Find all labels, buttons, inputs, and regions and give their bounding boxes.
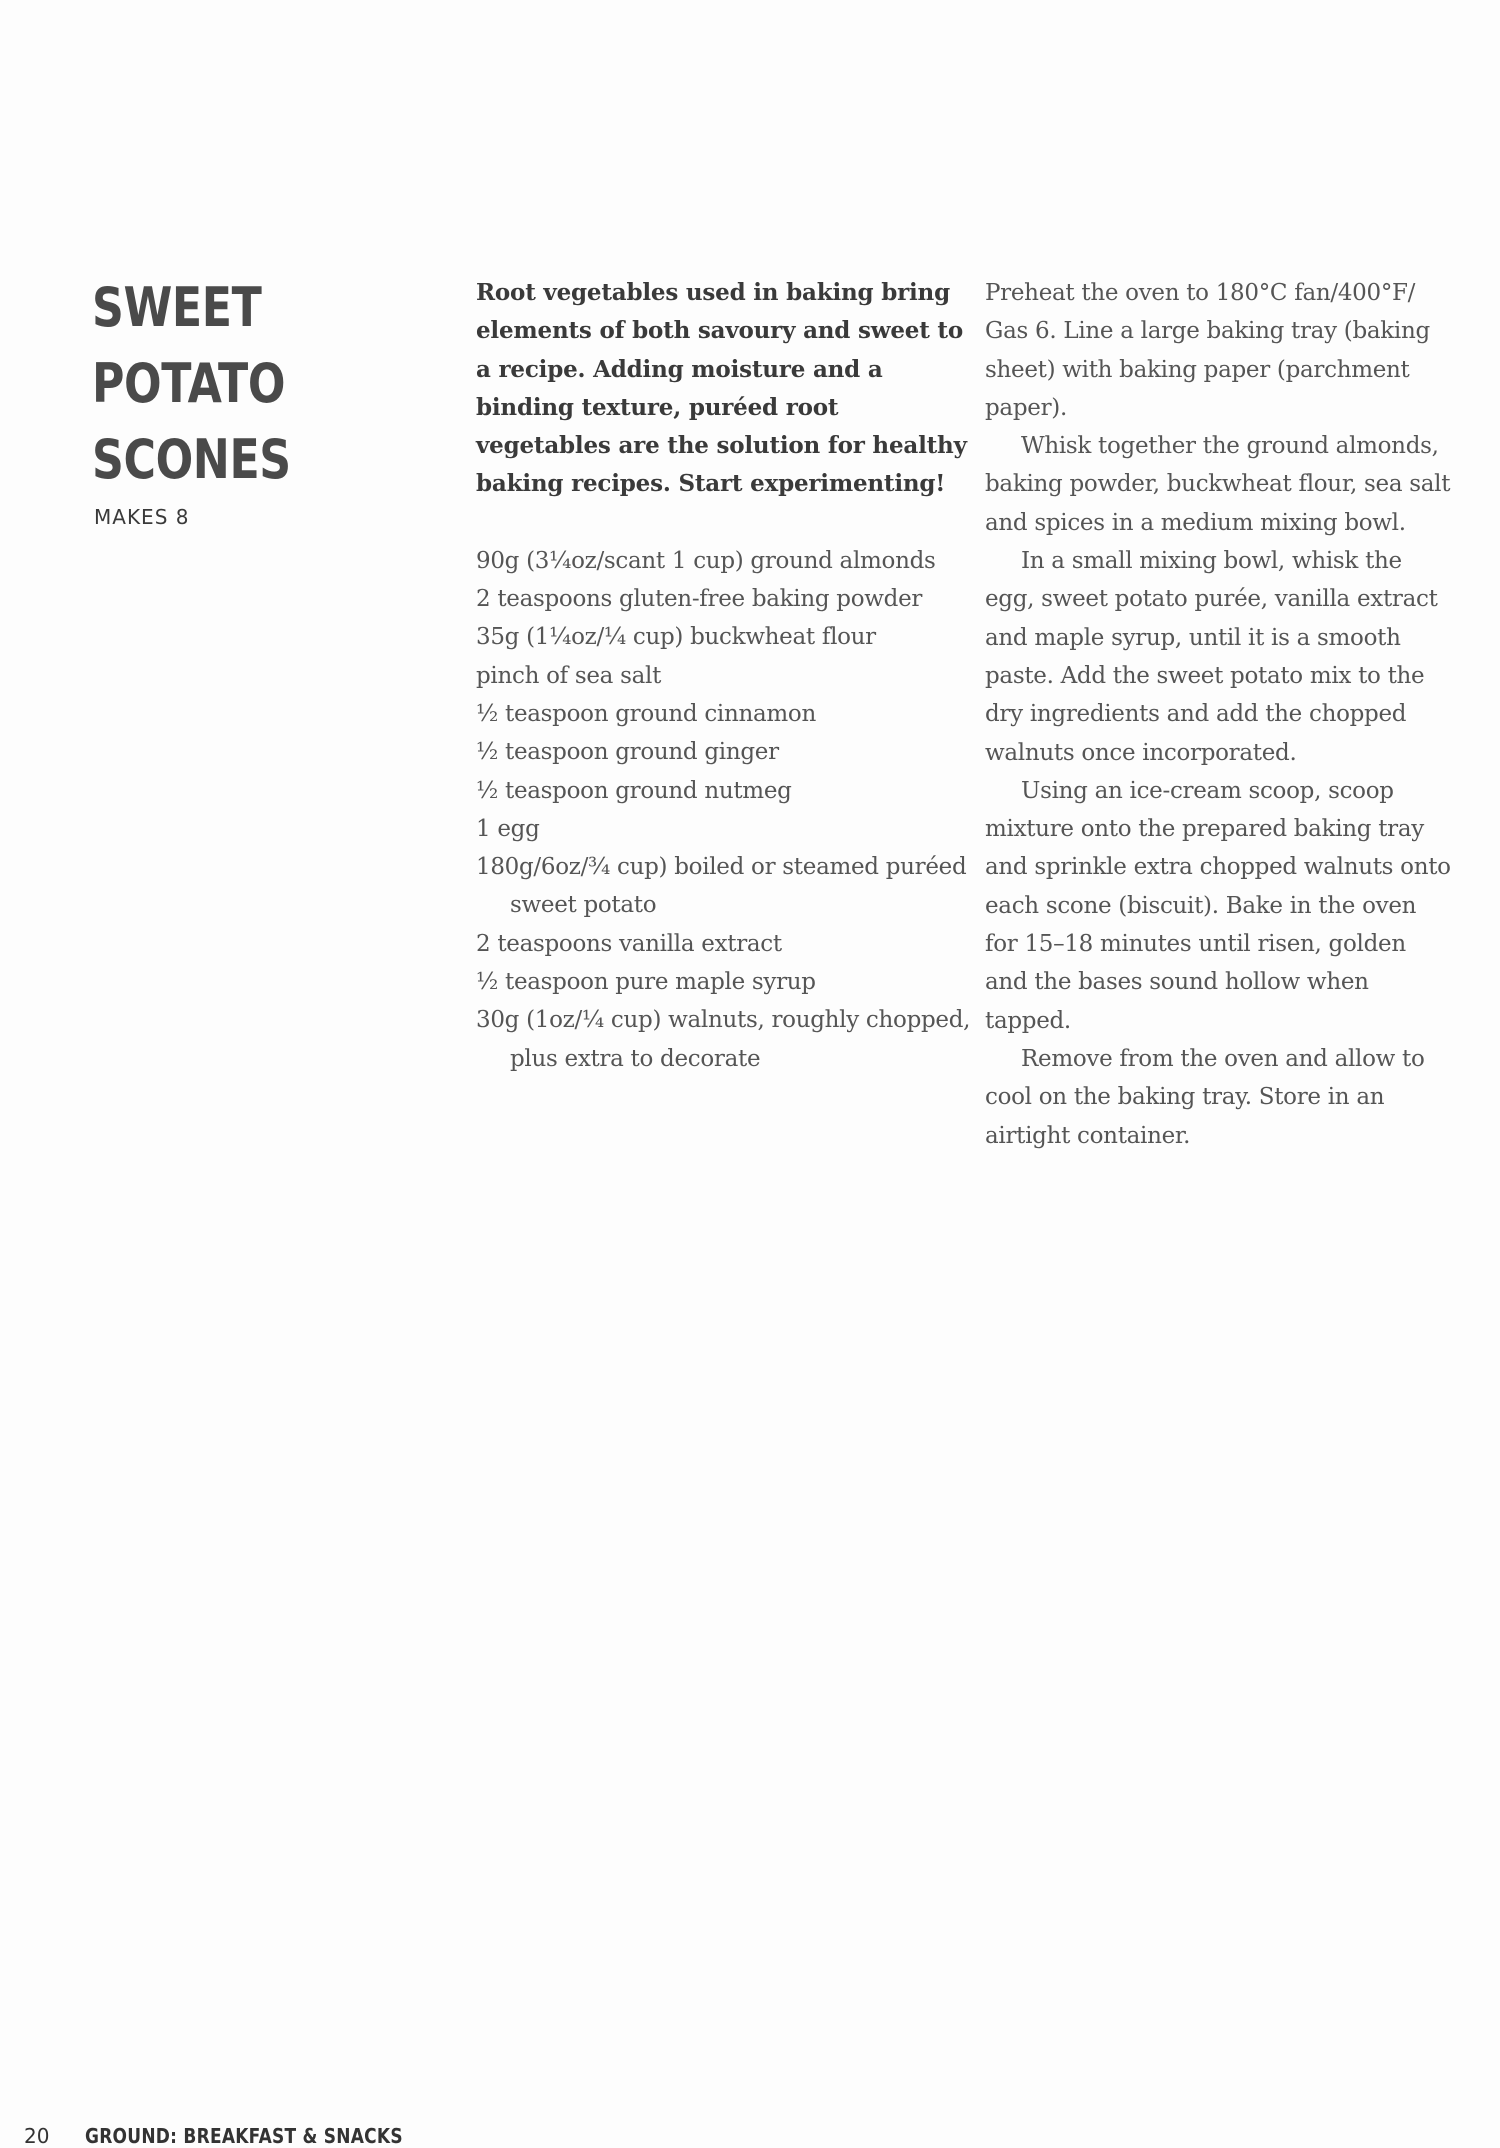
section-title: GROUND: BREAKFAST & SNACKS	[85, 2124, 404, 2148]
method-step: Whisk together the ground almonds, baking powder, buckwheat flour, sea salt and spices in a medium mixing bowl.	[985, 433, 1451, 536]
ingredient-item: ½ teaspoon ground cinnamon	[476, 700, 816, 727]
recipe-title-line: POTATO	[92, 352, 286, 415]
ingredient-item: 1 egg	[476, 815, 540, 842]
recipe-title-line: SCONES	[92, 428, 291, 491]
recipe-intro: Root vegetables used in baking bring elements of both savoury and sweet to a recipe. Adding moisture and a binding texture, puréed root vegetables are the solution for healthy baking recipes. Start experimenting!	[476, 279, 967, 498]
method-step: Preheat the oven to 180°C fan/400°F/ Gas 6. Line a large baking tray (baking sheet) with baking paper (parchment paper).	[985, 280, 1430, 421]
recipe-title-line: SWEET	[92, 276, 262, 339]
ingredient-item: pinch of sea salt	[476, 662, 662, 689]
ingredient-item: 2 teaspoons vanilla extract	[476, 930, 782, 957]
ingredient-item: ½ teaspoon ground ginger	[476, 739, 779, 766]
recipe-yield: MAKES 8	[94, 505, 190, 529]
page-footer	[24, 2124, 459, 2148]
ingredient-item: 180g/6oz/¾ cup) boiled or steamed puréed sweet potato	[476, 854, 967, 919]
ingredient-item: ½ teaspoon pure maple syrup	[476, 969, 816, 996]
ingredient-item: 35g (1¼oz/¼ cup) buckwheat flour	[476, 624, 876, 651]
method-step: In a small mixing bowl, whisk the egg, sweet potato purée, vanilla extract and maple syrup, until it is a smooth paste. Add the sweet potato mix to the dry ingredients and add the chopped walnuts once incorporated.	[985, 548, 1438, 766]
page-number: 20	[24, 2124, 50, 2148]
ingredient-item: ½ teaspoon ground nutmeg	[476, 777, 792, 804]
ingredient-list	[476, 542, 976, 1078]
recipe-title	[92, 270, 291, 498]
ingredient-item: 90g (3¼oz/scant 1 cup) ground almonds	[476, 547, 936, 574]
method-step: Remove from the oven and allow to cool on the baking tray. Store in an airtight container.	[985, 1045, 1425, 1149]
ingredient-item: 2 teaspoons gluten-free baking powder	[476, 586, 923, 613]
ingredient-item: 30g (1oz/¼ cup) walnuts, roughly chopped, plus extra to decorate	[476, 1007, 971, 1072]
method-column	[985, 274, 1455, 1155]
method-step: Using an ice-cream scoop, scoop mixture onto the prepared baking tray and sprinkle extra chopped walnuts onto each scone (biscuit). Bake in the oven for 15–18 minutes until risen, golden and the bases sound hollow when tapped.	[985, 777, 1451, 1034]
ingredients-column	[476, 274, 976, 1078]
